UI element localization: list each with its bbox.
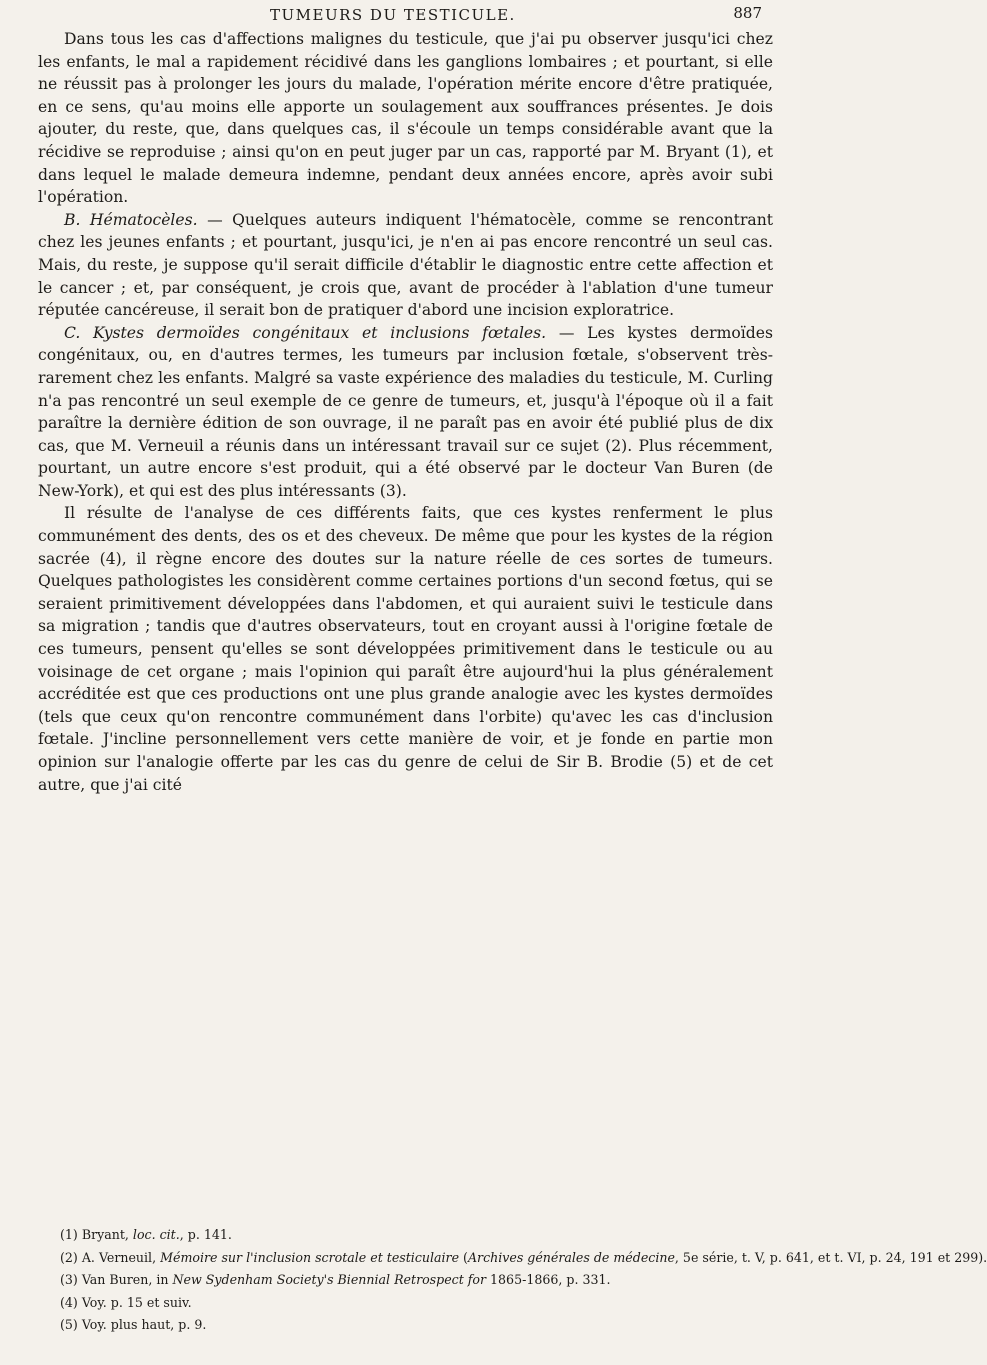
- footnote-5: (5) Voy. plus haut, p. 9.: [60, 1317, 207, 1332]
- footnote-2: [60, 1247, 987, 1270]
- paragraph-dermoid-cysts-text: — Les kystes dermoïdes congénitaux, ou, en d'autres termes, les tumeurs par inclusion fœtale, s'observent très-rarement chez les enfants. Malgré sa vaste expérience des maladies du testicule, M. Curling n'a pas rencontré un seul exemple de ce genre de tumeurs, et, jusqu'à l'époque où il a fait paraître la dernière édition de son ouvrage, il ne paraît pas en avoir été publié plus de dix cas, que M. Verneuil a réunis dans un intéressant travail sur ce sujet (2). Plus récemment, pourtant, un autre encore s'est produit, qui a été observé par le docteur Van Buren (de New-York), et qui est des plus intéressants (3).: [38, 323, 773, 500]
- footnote-3-details: 1865-1866, p. 331.: [486, 1272, 611, 1287]
- footnote-2-details: , 5e série, t. V, p. 641, et t. VI, p. 24, 191 et 299).: [674, 1249, 987, 1265]
- footnote-3-title: New Sydenham Society's Biennial Retrospect for: [172, 1272, 487, 1287]
- footnote-1-ref: loc. cit.: [132, 1227, 180, 1242]
- footnote-1: [60, 1224, 775, 1247]
- footnote-2-paren: (: [459, 1249, 468, 1265]
- footnote-1-author: (1) Bryant,: [60, 1227, 133, 1242]
- page-number: 887: [733, 4, 762, 22]
- section-heading-hematoceles: B. Hématocèles.: [64, 210, 198, 229]
- paragraph-hematoceles-text: — Quelques auteurs indiquent l'hématocèle, comme se rencontrant chez les jeunes enfants ; et pourtant, jusqu'ici, je n'en ai pas encore rencontré un seul cas. Mais, du reste, je suppose qu'il serait difficile d'établir le diagnostic entre cette affection et le cancer ; et, par conséquent, je crois que, avant de procéder à l'ablation d'une tumeur réputée cancéreuse, il serait bon de pratiquer d'abord une incision exploratrice.: [38, 210, 774, 320]
- paragraph-dermoid-cysts: [38, 322, 773, 503]
- footnote-4: (4) Voy. p. 15 et suiv.: [60, 1294, 192, 1310]
- paragraph-malignant-affections: Dans tous les cas d'affections malignes du testicule, que j'ai pu observer jusqu'ici chez les enfants, le mal a rapidement récidivé dans les ganglions lombaires ; et pourtant, si elle ne réussit pas à prolonger les jours du malade, l'opération mérite encore d'être pratiquée, en ce sens, qu'au moins elle apporte un soulagement aux souffrances présentes. Je dois ajouter, du reste, que, dans quelques cas, il s'écoule un temps considérable avant que la récidive se reproduise ; ainsi qu'on en peut juger par un cas, rapporté par M. Bryant (1), et dans lequel le malade demeura indemne, pendant deux années encore, après avoir subi l'opération.: [38, 30, 773, 207]
- footnote-3: [60, 1269, 775, 1292]
- footnote-2-journal: Archives générales de médecine: [467, 1249, 675, 1265]
- footnote-2-author: (2) A. Verneuil,: [60, 1249, 161, 1265]
- footnote-1-page: , p. 141.: [179, 1227, 232, 1242]
- paragraph-hematoceles: [38, 209, 773, 322]
- footnotes: [60, 1224, 987, 1337]
- paragraph-analysis: Il résulte de l'analyse de ces différents faits, que ces kystes renferment le plus communément des dents, des os et des cheveux. De même que pour les kystes de la région sacrée (4), il règne encore des doutes sur la nature réelle de ces sortes de tumeurs. Quelques pathologistes les considèrent comme certaines portions d'un second fœtus, qui se seraient primitivement développées dans l'abdomen, et qui auraient suivi le testicule dans sa migration ; tandis que d'autres observateurs, tout en croyant aussi à l'origine fœtale de ces tumeurs, pensent qu'elles se sont développées primitivement dans le testicule ou au voisinage de cet organe ; mais l'opinion qui paraît être aujourd'hui la plus généralement accréditée est que ces productions ont une plus grande analogie avec les kystes dermoïdes (tels que ceux qu'on rencontre communément dans l'orbite) qu'avec les cas d'inclusion fœtale. J'incline personnellement vers cette manière de voir, et je fonde en partie mon opinion sur l'analogie offerte par les cas du genre de celui de Sir B. Brodie (5) et de cet autre, que j'ai cité: [38, 504, 773, 794]
- section-heading-dermoid-cysts: C. Kystes dermoïdes congénitaux et inclusions fœtales.: [64, 323, 547, 342]
- footnote-2-title: Mémoire sur l'inclusion scrotale et testiculaire: [160, 1249, 460, 1265]
- footnote-3-author: (3) Van Buren, in: [60, 1272, 173, 1287]
- running-title: TUMEURS DU TESTICULE.: [270, 6, 516, 24]
- body-text: [38, 28, 773, 796]
